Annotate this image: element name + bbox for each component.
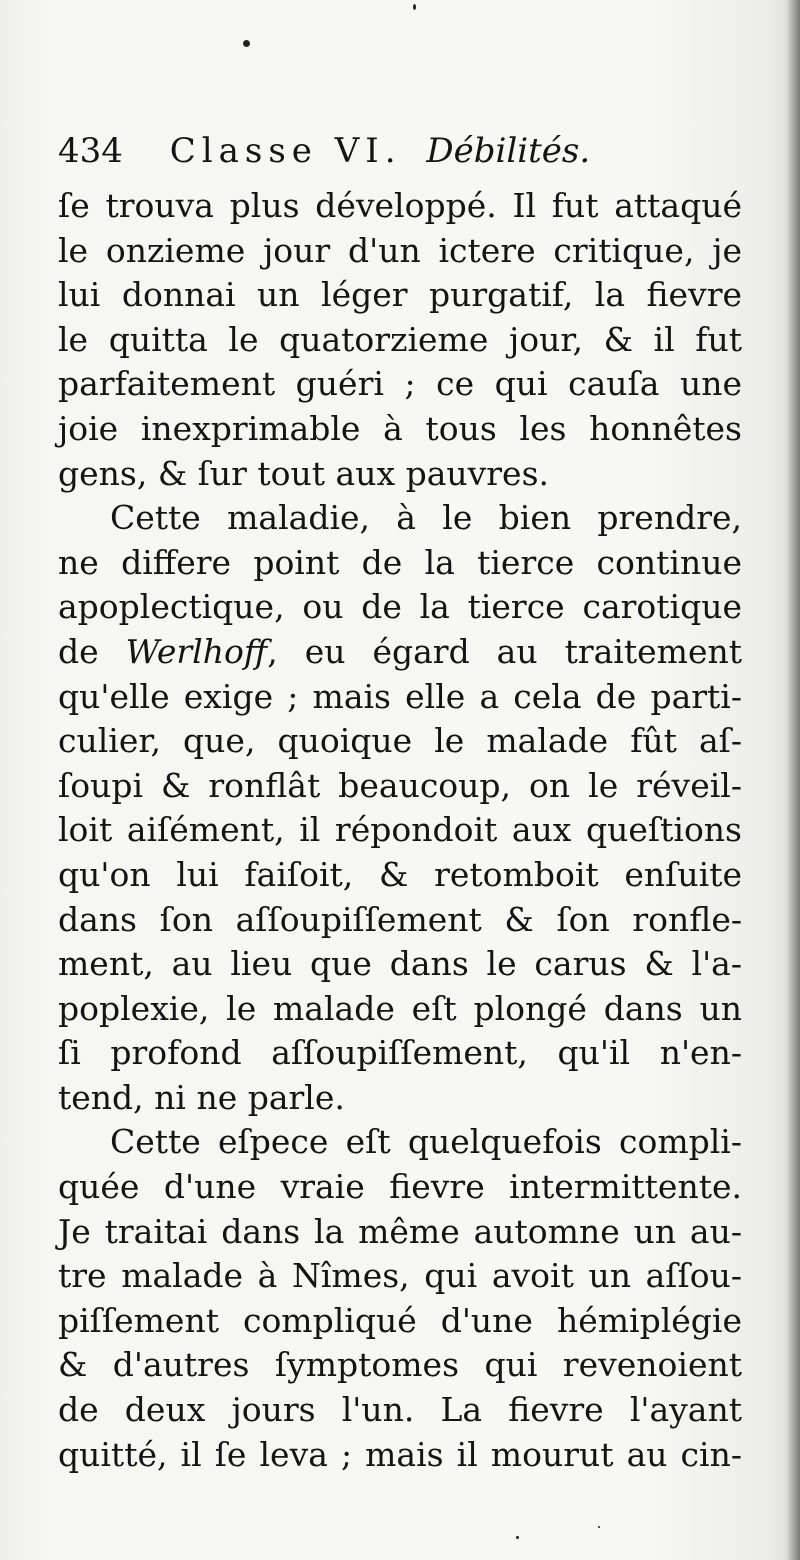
class-title: Classe VI.: [169, 131, 402, 171]
section-title: Débilités.: [426, 131, 591, 171]
text-line: apoplectique, ou de la tierce carotique: [58, 587, 742, 627]
text-line: gens, & ſur tout aux pauvres.: [58, 453, 550, 493]
text-line: le onzieme jour d'un ictere critique, je: [58, 230, 742, 270]
page-number: 434: [58, 131, 123, 171]
author-name-italic: Werlhoff: [125, 631, 268, 671]
text-line: ment, au lieu que dans le carus & l'a-: [58, 944, 742, 984]
text-line: tre malade à Nîmes, qui avoit un aſſou-: [58, 1256, 742, 1296]
text-line: poplexie, le malade eſt plongé dans un: [58, 988, 742, 1028]
text-line: parfaitement guéri ; ce qui cauſa une: [58, 364, 742, 404]
text-line: piſſement compliqué d'une hémiplégie: [58, 1300, 742, 1340]
text-line: ſi profond aſſoupiſſement, qu'il n'en-: [58, 1033, 742, 1073]
ink-speck: [243, 40, 250, 47]
text-line: tend, ni ne parle.: [58, 1077, 345, 1117]
text-line: ſoupi & ronflât beaucoup, on le réveil-: [58, 765, 742, 805]
ink-speck: [516, 1536, 519, 1539]
body-text: [58, 184, 742, 1477]
text-line: Je traitai dans la même automne un au-: [58, 1211, 742, 1251]
text-line: ne differe point de la tierce continue: [58, 542, 742, 582]
text-line: joie inexprimable à tous les honnêtes: [58, 408, 742, 448]
text-line: le quitta le quatorzieme jour, & il fut: [58, 319, 742, 359]
text-line: qu'elle exige ; mais elle a cela de parti-: [58, 676, 742, 716]
text-line: [58, 630, 742, 675]
ink-speck: [413, 4, 416, 10]
text-segment: , eu égard au traitement: [267, 631, 742, 671]
text-line: quitté, il ſe leva ; mais il mourut au cin-: [58, 1434, 742, 1474]
text-line: ſe trouva plus développé. Il fut attaqué: [58, 186, 742, 225]
text-line: dans ſon aſſoupiſſement & ſon ronfle-: [58, 899, 742, 939]
text-line: lui donnai un léger purgatif, la fievre: [58, 275, 742, 315]
ink-speck: [598, 1526, 600, 1528]
text-line: & d'autres ſymptomes qui revenoient: [58, 1345, 742, 1385]
text-line: quée d'une vraie fievre intermittente.: [58, 1167, 742, 1207]
running-header: [58, 126, 748, 176]
text-line: qu'on lui faiſoit, & retomboit enſuite: [58, 854, 742, 894]
text-line: loit aiſément, il répondoit aux queſtions: [58, 810, 742, 850]
page-spine-shadow: [786, 0, 800, 1560]
paragraph-start-line: Cette eſpece eſt quelquefois compli-: [110, 1122, 742, 1162]
text-line: de deux jours l'un. La fievre l'ayant: [58, 1390, 742, 1430]
paragraph-start-line: Cette maladie, à le bien prendre,: [110, 498, 742, 538]
text-line: culier, que, quoique le malade fût aſ-: [58, 721, 742, 761]
text-segment: de: [58, 631, 126, 671]
